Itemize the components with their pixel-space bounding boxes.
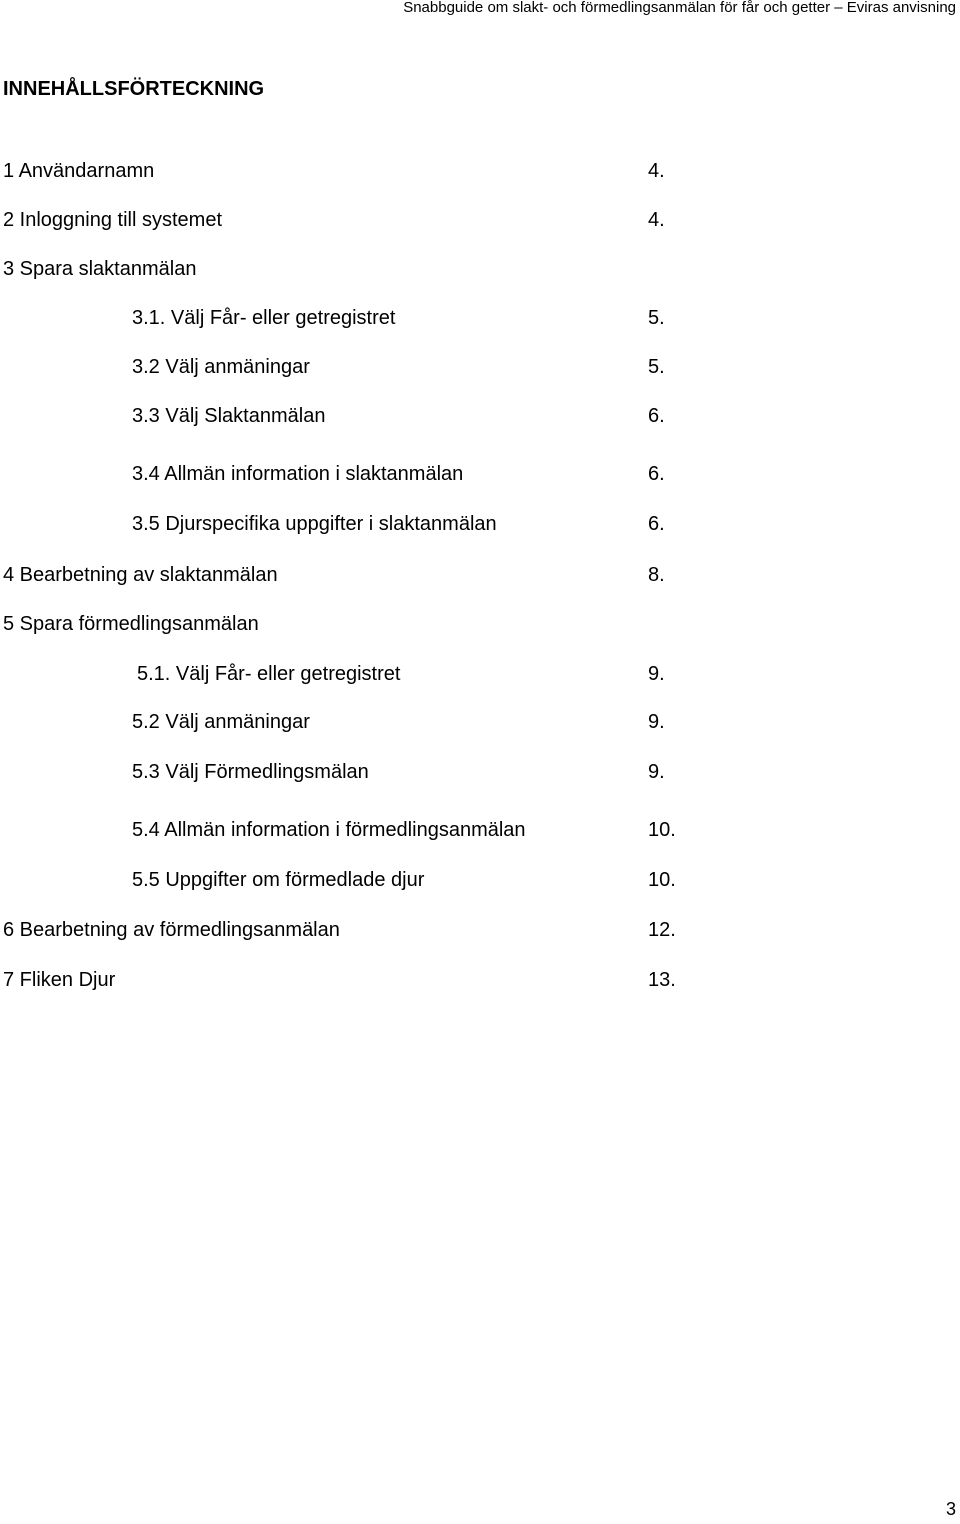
toc-entry-label: 6 Bearbetning av förmedlingsanmälan	[3, 919, 340, 941]
toc-entry-page: 12.	[648, 919, 676, 941]
toc-entry-page: 6.	[648, 513, 665, 535]
toc-entry-page: 10.	[648, 869, 676, 891]
toc-entry-page: 9.	[648, 761, 665, 783]
toc-entry[interactable]	[0, 759, 960, 785]
toc-entry[interactable]	[0, 867, 960, 893]
toc-entry[interactable]	[0, 461, 960, 487]
toc-entry-label: 5.3 Välj Förmedlingsmälan	[132, 761, 369, 783]
toc-entry[interactable]	[0, 817, 960, 843]
toc-entry-page: 6.	[648, 463, 665, 485]
toc-entry[interactable]	[0, 207, 960, 233]
toc-title: INNEHÅLLSFÖRTECKNING	[3, 78, 265, 100]
toc-entry-page: 13.	[648, 969, 676, 991]
toc-entry[interactable]	[0, 354, 960, 380]
toc-entry-label: 3 Spara slaktanmälan	[3, 258, 197, 280]
toc-entry-label: 4 Bearbetning av slaktanmälan	[3, 564, 278, 586]
toc-entry-page: 9.	[648, 711, 665, 733]
toc-entry[interactable]	[0, 917, 960, 943]
toc-entry[interactable]	[0, 256, 960, 282]
page-number: 3	[945, 1499, 956, 1519]
toc-entry[interactable]	[0, 403, 960, 429]
toc-entry[interactable]	[0, 661, 960, 687]
toc-entry-label: 1 Användarnamn	[3, 160, 155, 182]
toc-entry-label: 5.5 Uppgifter om förmedlade djur	[132, 869, 425, 891]
toc-entry-label: 5.2 Välj anmäningar	[132, 711, 310, 733]
toc-entry[interactable]	[0, 158, 960, 184]
toc-entry-page: 4.	[648, 209, 665, 231]
toc-entry-page: 5.	[648, 356, 665, 378]
toc-entry-label: 5 Spara förmedlingsanmälan	[3, 613, 259, 635]
toc-entry-label: 5.4 Allmän information i förmedlingsanmälan	[132, 819, 526, 841]
toc-entry-page: 6.	[648, 405, 665, 427]
toc-entry[interactable]	[0, 709, 960, 735]
toc-entry-label: 3.2 Välj anmäningar	[132, 356, 310, 378]
toc-entry[interactable]	[0, 511, 960, 537]
toc-entry-page: 8.	[648, 564, 665, 586]
toc-entry-label: 2 Inloggning till systemet	[3, 209, 223, 231]
toc-entry-page: 10.	[648, 819, 676, 841]
toc-entry[interactable]	[0, 967, 960, 993]
running-header: Snabbguide om slakt- och förmedlingsanmälan för får och getter – Eviras anvisning	[403, 0, 956, 16]
toc-entry-label: 5.1. Välj Får- eller getregistret	[137, 663, 401, 685]
toc-entry[interactable]	[0, 562, 960, 588]
toc-entry-page: 5.	[648, 307, 665, 329]
toc-entry-label: 3.4 Allmän information i slaktanmälan	[132, 463, 464, 485]
toc-entry-label: 7 Fliken Djur	[3, 969, 116, 991]
toc-entry-label: 3.3 Välj Slaktanmälan	[132, 405, 326, 427]
toc-entry-label: 3.1. Välj Får- eller getregistret	[132, 307, 396, 329]
toc-entry-page: 4.	[648, 160, 665, 182]
toc-entry[interactable]	[0, 305, 960, 331]
toc-entry-page: 9.	[648, 663, 665, 685]
toc-entry[interactable]	[0, 611, 960, 637]
toc-entry-label: 3.5 Djurspecifika uppgifter i slaktanmälan	[132, 513, 497, 535]
